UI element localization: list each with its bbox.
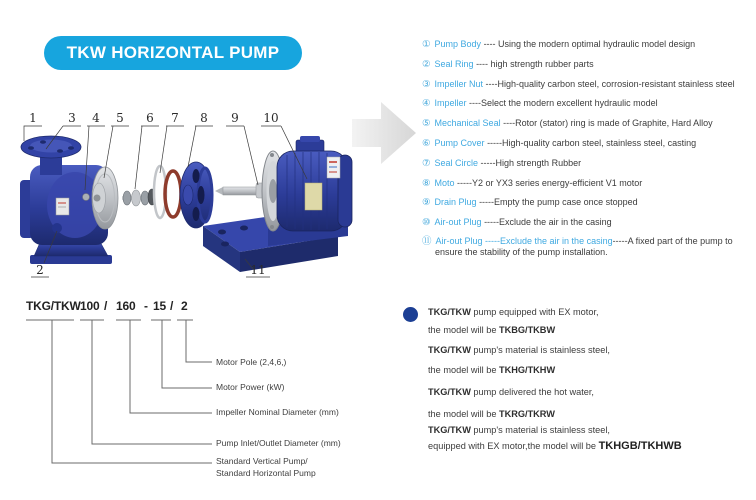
callout-3: 3 xyxy=(68,111,76,125)
model-code-pole: 2 xyxy=(181,299,188,313)
label-impeller-diameter: Impeller Nominal Diameter (mm) xyxy=(216,407,339,417)
bullet-icon xyxy=(403,307,418,322)
circled-number: ⑨ xyxy=(422,197,431,209)
model-code-impeller: 160 xyxy=(116,299,136,313)
circled-number: ⑩ xyxy=(422,217,431,229)
callout-7: 7 xyxy=(171,111,179,125)
callout-6: 6 xyxy=(146,111,154,125)
arrow-right-icon xyxy=(352,102,416,164)
impeller xyxy=(92,167,118,229)
motor xyxy=(262,136,352,231)
circled-number: ② xyxy=(422,58,431,70)
impeller-nut xyxy=(83,194,90,201)
part-name: Drain Plug xyxy=(434,197,477,208)
part-desc: -----High strength Rubber xyxy=(478,157,582,168)
label-motor-pole: Motor Pole (2,4,6,) xyxy=(216,357,287,367)
part-desc: ---- Using the modern optimal hydraulic model design xyxy=(481,39,696,49)
part-desc: ----Select the modern excellent hydraulic model xyxy=(466,98,658,109)
circled-number: ③ xyxy=(422,78,431,90)
part-name: Seal Ring xyxy=(434,58,474,69)
variant-2-line-2: the model will be TKHG/TKHW xyxy=(428,365,556,375)
part-item-10 xyxy=(422,212,756,232)
variant-4-line-1: TKG/TKW pump's material is stainless steel, xyxy=(428,425,610,435)
part-item-1 xyxy=(422,34,756,54)
part-name: Impeller xyxy=(434,98,467,109)
variant-1-line-2: the model will be TKBG/TKBW xyxy=(428,325,556,335)
part-item-8 xyxy=(422,173,756,193)
motor-shaft xyxy=(215,183,266,198)
part-desc: -----A fixed part of the pump to ensure the stability of the pump installation. xyxy=(435,235,733,258)
part-desc: ----Rotor (stator) ring is made of Graphite, Hard Alloy xyxy=(500,118,713,129)
part-name: Impeller Nut xyxy=(434,78,484,89)
callout-8: 8 xyxy=(200,111,208,125)
part-desc: -----High-quality carbon steel, stainless steel, casting xyxy=(484,137,697,148)
part-item-11 xyxy=(422,232,752,258)
part-name: Air-out Plug -----Exclude the air in the casing xyxy=(435,235,613,246)
part-desc: ----High-quality carbon steel, corrosion-resistant stainless steel xyxy=(483,78,735,89)
part-desc: -----Empty the pump case once stopped xyxy=(476,197,638,208)
part-name: Air-out Plug xyxy=(434,217,482,228)
circled-number: ⑧ xyxy=(422,177,431,189)
part-name: Mechanical Seal xyxy=(434,118,501,129)
part-name: Pump Cover xyxy=(434,137,485,148)
circled-number: ⑤ xyxy=(422,118,431,130)
label-standard-vertical: Standard Vertical Pump/ xyxy=(216,456,308,466)
variant-4-line-2: equipped with EX motor,the model will be TKHGB/TKHWB xyxy=(428,440,682,452)
title-banner xyxy=(44,36,302,70)
label-inlet-outlet-diameter: Pump Inlet/Outlet Diameter (mm) xyxy=(216,438,341,448)
callout-9: 9 xyxy=(231,111,239,125)
part-item-5 xyxy=(422,113,756,133)
nameplate-yellow xyxy=(305,183,322,210)
variant-2-line-1: TKG/TKW pump's material is stainless steel, xyxy=(428,345,610,355)
mechanical-seal xyxy=(122,189,156,206)
part-name: Pump Body xyxy=(434,39,482,49)
variant-3-line-2: the model will be TKRG/TKRW xyxy=(428,409,555,419)
part-item-9 xyxy=(422,192,756,212)
circled-number: ⑥ xyxy=(422,137,431,149)
part-desc: -----Exclude the air in the casing xyxy=(481,217,612,228)
parts-list xyxy=(422,34,756,258)
variant-3-line-1: TKG/TKW pump delivered the hot water, xyxy=(428,387,594,397)
circled-number: ⑦ xyxy=(422,157,431,169)
pump-exploded-diagram xyxy=(10,95,430,290)
circled-number: ⑪ xyxy=(422,235,432,247)
callout-11: 11 xyxy=(250,263,266,277)
model-code-brand: TKG/TKW xyxy=(26,299,81,313)
circled-number: ① xyxy=(422,39,431,50)
model-code-power: 15 xyxy=(153,299,166,313)
part-item-6 xyxy=(422,133,756,153)
model-code-sep2: - xyxy=(144,299,148,313)
model-code-inlet: 100 xyxy=(80,299,100,313)
label-motor-power: Motor Power (kW) xyxy=(216,382,285,392)
variant-1-line-1: TKG/TKW pump equipped with EX motor, xyxy=(428,307,599,317)
page-title: TKW HORIZONTAL PUMP xyxy=(66,43,280,62)
pump-cover xyxy=(165,162,212,228)
part-name: Seal Circle xyxy=(434,157,479,168)
callout-2: 2 xyxy=(36,263,44,277)
part-desc: ---- high strength rubber parts xyxy=(473,58,594,69)
part-name: Moto xyxy=(434,177,455,188)
label-standard-horizontal: Standard Horizontal Pump xyxy=(216,468,316,478)
callout-4: 4 xyxy=(92,111,100,125)
model-code-sep1: / xyxy=(104,299,108,313)
circled-number: ④ xyxy=(422,98,431,110)
callout-1: 1 xyxy=(29,111,37,125)
part-item-3 xyxy=(422,74,756,94)
part-desc: -----Y2 or YX3 series energy-efficient V1 motor xyxy=(454,177,643,188)
callout-10: 10 xyxy=(263,111,279,125)
part-item-4 xyxy=(422,93,756,113)
model-code-sep3: / xyxy=(170,299,174,313)
callout-5: 5 xyxy=(116,111,124,125)
part-item-2 xyxy=(422,54,756,74)
part-item-7 xyxy=(422,153,756,173)
